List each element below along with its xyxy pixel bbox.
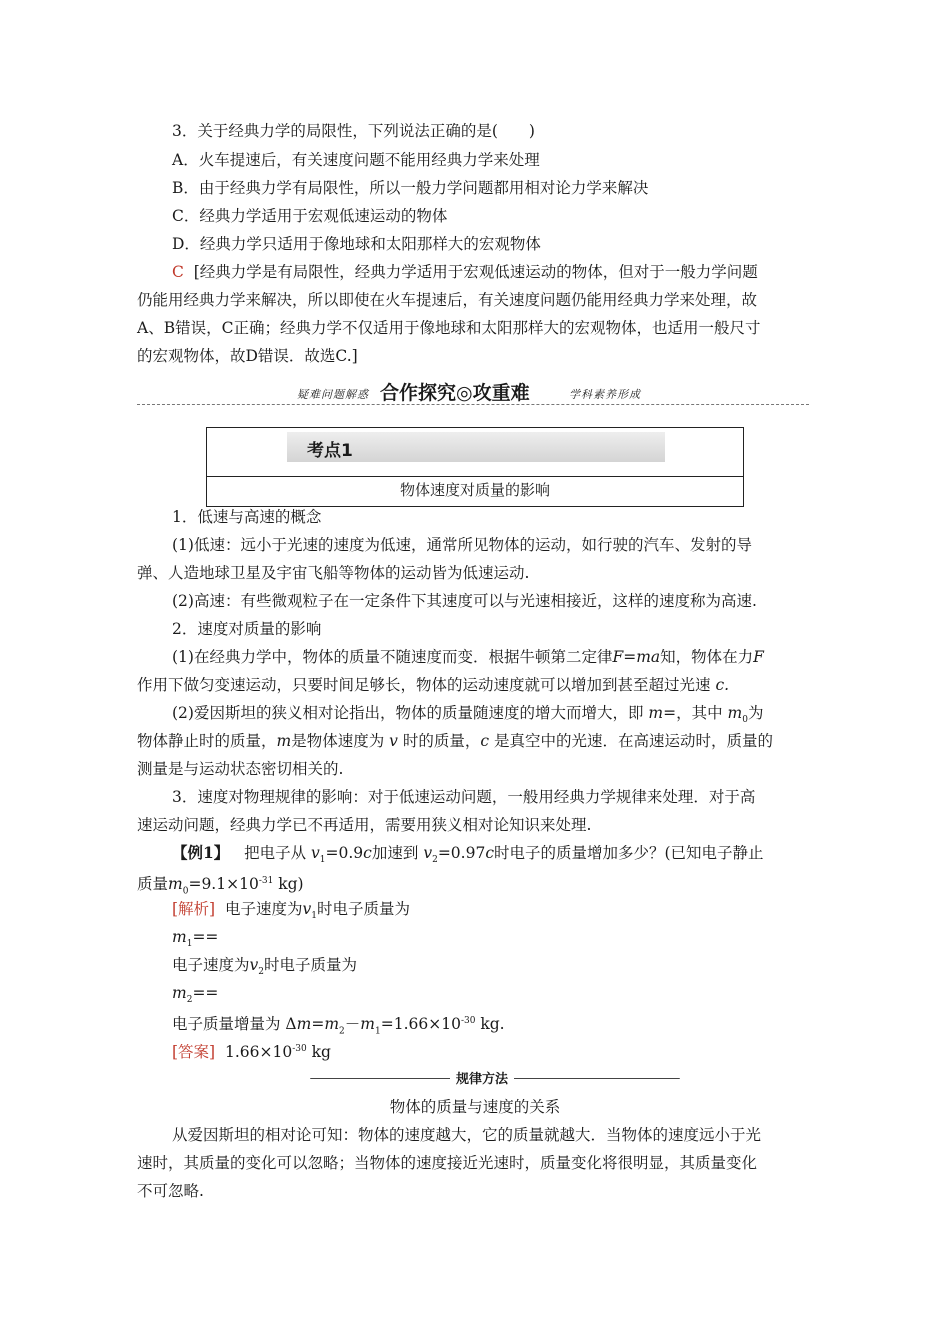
paragraph-5a: 3．速度对物理规律的影响：对于低速运动问题，一般用经典力学规律来处理．对于高 [172, 788, 756, 806]
subscript-1-4: 1 [374, 1026, 381, 1037]
kaodian-divider [207, 476, 743, 477]
subscript-1-3: 1 [186, 939, 193, 950]
exponent-30: -30 [460, 1016, 476, 1026]
answer-tag: [答案] [172, 1043, 216, 1062]
symbol-m1: m [172, 928, 187, 946]
banner-divider [137, 404, 809, 405]
analysis-tag: [解析] [172, 900, 216, 918]
paragraph-4b-text-3: 时的质量， [402, 732, 481, 750]
answer-letter: C [172, 263, 184, 281]
analysis-line-1 [172, 899, 410, 926]
banner-right-text: 学科素养形成 [569, 388, 641, 401]
subscript-1: 1 [319, 855, 326, 866]
paragraph-4c: 测量是与运动状态密切相关的. [137, 760, 344, 778]
symbol-v1-2: v [302, 900, 312, 918]
delta-text-2: = [311, 1015, 325, 1034]
subscript-1-2: 1 [311, 911, 317, 922]
example-text-1: 把电子从 [244, 844, 307, 862]
symbol-v2-2: v [249, 956, 259, 974]
explanation-line-4: 的宏观物体，故D错误．故选C.] [137, 347, 358, 365]
kaodian-title: 物体速度对质量的影响 [399, 481, 550, 499]
paragraph-3a-text: (1)在经典力学中，物体的质量不随速度而变．根据牛顿第二定律 [172, 648, 613, 666]
kaodian-box [206, 427, 744, 507]
section-banner [137, 378, 809, 408]
method-paragraph-3: 不可忽略. [137, 1182, 204, 1200]
m1-equation [172, 927, 218, 954]
symbol-c: c. [715, 676, 730, 694]
paragraph-3b [137, 675, 729, 695]
analysis-text-2: 电子速度为 [172, 956, 250, 974]
banner-left-text: 疑难问题解惑 [297, 388, 369, 401]
example-text-5: 时电子的质量增加多少？(已知电子静止 [494, 844, 764, 862]
symbol-v2: v [423, 844, 433, 862]
symbol-v1: v [311, 844, 320, 862]
method-header [310, 1068, 680, 1090]
paragraph-5b: 速运动问题，经典力学已不再适用，需要用狭义相对论知识来处理. [137, 816, 592, 834]
answer-value: 1.66×10 [224, 1043, 293, 1062]
example-line-1 [172, 843, 764, 870]
m1-equals: == [192, 928, 219, 946]
method-title: 物体的质量与速度的关系 [389, 1098, 561, 1116]
kaodian-tab-label: 考点1 [307, 441, 353, 461]
heading-1: 1．低速与高速的概念 [172, 508, 322, 526]
delta-text-1: 电子质量增量为 Δ [172, 1015, 297, 1034]
analysis-text-2b: 时电子质量为 [264, 956, 358, 974]
exponent-31: -31 [258, 876, 274, 886]
paragraph-4b-text-4: 是真空中的光速．在高速运动时，质量的 [494, 732, 774, 750]
symbol-c-2: c [480, 732, 490, 750]
question-stem: 3．关于经典力学的局限性，下列说法正确的是( ) [172, 122, 535, 140]
heading-2: 2．速度对质量的影响 [172, 620, 322, 638]
symbol-m0: m [727, 704, 743, 722]
delta-text-5: kg. [475, 1015, 505, 1034]
symbol-v: v [389, 732, 398, 750]
answer-unit: kg [306, 1043, 331, 1062]
example-text-3: 加速到 [371, 844, 419, 862]
example-text-4: =0.97 [437, 844, 486, 862]
exponent-30-2: -30 [292, 1044, 307, 1054]
paragraph-1a: (1)低速：远小于光速的速度为低速，通常所见物体的运动，如行驶的汽车、发射的导 [172, 536, 752, 554]
paragraph-4b-text-2: 是物体速度为 [291, 732, 385, 750]
paragraph-1b: 弹、人造地球卫星及宇宙飞船等物体的运动皆为低速运动. [137, 564, 530, 582]
symbol-m2-delta: m [324, 1015, 340, 1034]
subscript-2-4: 2 [339, 1026, 345, 1037]
option-a: A．火车提速后，有关速度问题不能用经典力学来处理 [172, 151, 540, 169]
example-text-2: =0.9 [325, 844, 364, 862]
delta-text-3: － [344, 1015, 361, 1034]
symbol-m1-delta: m [360, 1015, 375, 1034]
analysis-line-2 [172, 955, 357, 982]
symbol-c-3: c [363, 844, 372, 862]
symbol-m0-2: m [168, 875, 183, 894]
symbol-m: m [648, 704, 664, 722]
paragraph-3a [172, 647, 764, 667]
paragraph-4a-text: (2)爱因斯坦的狭义相对论指出，物体的质量随速度的增大而增大，即 [172, 704, 644, 722]
newton-law: F=ma [612, 648, 661, 666]
delta-text-4: =1.66×10 [380, 1015, 461, 1034]
paragraph-4a-tail: 为 [747, 704, 764, 722]
method-label: 规律方法 [450, 1068, 514, 1087]
symbol-c-4: c [485, 844, 494, 862]
example-label: 【例1】 [172, 843, 230, 862]
paragraph-4a-mid: =，其中 [663, 704, 723, 722]
example-unit: kg) [273, 875, 304, 894]
example-mass-value: =9.1×10 [188, 875, 259, 894]
symbol-m2: m [172, 984, 187, 1002]
delta-line [172, 1011, 505, 1041]
analysis-text-1b: 时电子质量为 [316, 900, 410, 918]
paragraph-4a [172, 703, 764, 730]
subscript-2-3: 2 [186, 995, 193, 1006]
paragraph-4b-text-1: 物体静止时的质量， [137, 732, 277, 750]
banner-title: 合作探究◎攻重难 [380, 382, 530, 404]
paragraph-2: (2)高速：有些微观粒子在一定条件下其速度可以与光速相接近，这样的速度称为高速. [172, 592, 757, 610]
subscript-2-2: 2 [258, 967, 265, 978]
method-paragraph-2: 速时，其质量的变化可以忽略；当物体的速度接近光速时，质量变化将很明显，其质量变化 [137, 1154, 758, 1172]
option-b: B．由于经典力学有局限性，所以一般力学问题都用相对论力学来解决 [172, 179, 649, 197]
subscript-0-2: 0 [182, 886, 189, 897]
analysis-text-1: 电子速度为 [224, 900, 303, 918]
explanation-line-1 [172, 262, 758, 282]
m2-equals: == [192, 984, 219, 1002]
subscript-2: 2 [432, 855, 438, 866]
symbol-m-2: m [276, 732, 292, 750]
option-d: D．经典力学只适用于像地球和太阳那样大的宏观物体 [172, 235, 541, 253]
symbol-m-delta: m [296, 1015, 312, 1034]
paragraph-4b [137, 731, 773, 751]
answer-line [172, 1039, 331, 1062]
explanation-line-3: A、B错误，C正确；经典力学不仅适用于像地球和太阳那样大的宏观物体，也适用一般尺寸 [137, 319, 761, 337]
explanation-line-2: 仍能用经典力学来解决，所以即使在火车提速后，有关速度问题仍能用经典力学来处理，故 [137, 291, 758, 309]
example-line-2 [137, 871, 304, 901]
subscript-0: 0 [742, 715, 748, 726]
kaodian-tab [287, 432, 665, 462]
method-paragraph-1: 从爱因斯坦的相对论可知：物体的速度越大，它的质量就越大．当物体的速度远小于光 [172, 1126, 762, 1144]
paragraph-3b-text: 作用下做匀变速运动，只要时间足够长，物体的运动速度就可以增加到甚至超过光速 [137, 676, 711, 694]
paragraph-3a-tail: 知，物体在力 [660, 648, 754, 666]
example-line-2-text: 质量 [137, 875, 169, 894]
symbol-f: F [753, 648, 764, 666]
m2-equation [172, 983, 218, 1010]
explanation-text-1: [经典力学是有局限性，经典力学适用于宏观低速运动的物体，但对于一般力学问题 [193, 263, 758, 281]
option-c: C．经典力学适用于宏观低速运动的物体 [172, 207, 448, 225]
